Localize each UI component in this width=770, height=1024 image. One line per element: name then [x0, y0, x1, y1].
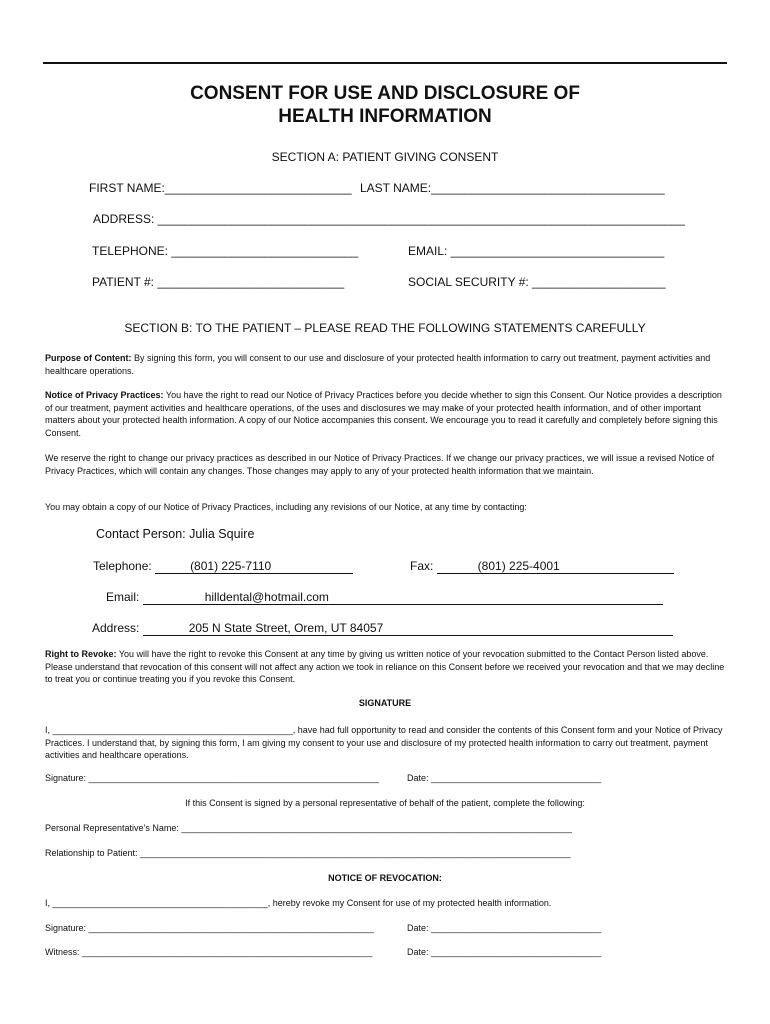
document-title: [0, 83, 770, 128]
social-security-field[interactable]: SOCIAL SECURITY #: ____________________: [408, 275, 666, 289]
obtain-paragraph: You may obtain a copy of our Notice of Privacy Practices, including any revisions of our Notice, at any time by contacting:: [45, 502, 527, 512]
section-b-heading: SECTION B: TO THE PATIENT – PLEASE READ THE FOLLOWING STATEMENTS CAREFULLY: [124, 321, 646, 335]
address-field[interactable]: ADDRESS: _______________________________________________________________________________: [93, 212, 685, 226]
revocation-date-field[interactable]: Date: __________________________________: [407, 923, 602, 933]
contact-email-value: hilldental@hotmail.com: [204, 590, 329, 604]
contact-telephone-label: Telephone:: [93, 559, 156, 573]
email-field[interactable]: EMAIL: ________________________________: [408, 244, 665, 258]
contact-email: [106, 590, 663, 605]
contact-email-line: [143, 590, 663, 605]
signature-date-field[interactable]: Date: __________________________________: [407, 773, 602, 783]
signature-field[interactable]: Signature: __________________________________________________________: [45, 773, 379, 783]
contact-address-line: [143, 621, 673, 636]
section-a-heading: SECTION A: PATIENT GIVING CONSENT: [271, 150, 499, 164]
contact-fax: [410, 559, 674, 574]
representative-note: If this Consent is signed by a personal representative of behalf of the patient, complete the following:: [185, 798, 585, 808]
contact-telephone-value: (801) 225-7110: [190, 559, 272, 573]
contact-address-label: Address:: [92, 621, 143, 635]
revocation-heading: NOTICE OF REVOCATION:: [328, 873, 442, 883]
title-line-2: HEALTH INFORMATION: [278, 106, 492, 127]
revoke-text: You will have the right to revoke this Consent at any time by giving us written notice of your revocation submitted to the Contact Person listed above. Please understand that revocation of this consent will not affect any action we took in reliance on this Consent before we received your revocation and that we may decline to treat you or continue treating you if you revoke this Consent.: [45, 649, 725, 684]
signature-statement[interactable]: I, ________________________________________________, have had full opportunity to read and consider the contents of this Consent form and your Notice of Privacy Practices. I understand that, by signing this form, I am giving my consent to your use and disclosure of my protected health information to carry out treatment, payment activities and healthcare operations.: [45, 725, 723, 760]
first-name-field[interactable]: FIRST NAME:____________________________: [89, 181, 352, 195]
telephone-field[interactable]: TELEPHONE: ____________________________: [92, 244, 359, 258]
witness-field[interactable]: Witness: __________________________________________________________: [45, 947, 373, 957]
last-name-field[interactable]: LAST NAME:___________________________________: [360, 181, 665, 195]
purpose-paragraph: [45, 352, 725, 377]
title-line-1: CONSENT FOR USE AND DISCLOSURE OF: [190, 83, 580, 104]
notice-paragraph: [45, 389, 725, 439]
witness-date-field[interactable]: Date: __________________________________: [407, 947, 602, 957]
revocation-statement[interactable]: I, ___________________________________________, hereby revoke my Consent for use of my protected health information.: [45, 898, 552, 908]
contact-telephone-line: [155, 559, 353, 574]
revoke-label: Right to Revoke:: [45, 649, 117, 659]
representative-name-field[interactable]: Personal Representative’s Name: ______________________________________________________________________________: [45, 823, 572, 833]
contact-person-value: Julia Squire: [189, 527, 255, 541]
contact-address-value: 205 N State Street, Orem, UT 84057: [188, 621, 384, 635]
top-rule: [43, 62, 727, 64]
contact-telephone: [93, 559, 353, 574]
contact-person-label: Contact Person:: [96, 527, 190, 541]
contact-fax-line: [437, 559, 674, 574]
revoke-paragraph: [45, 648, 725, 686]
patient-number-field[interactable]: PATIENT #: ____________________________: [92, 275, 345, 289]
signature-heading: SIGNATURE: [358, 698, 412, 708]
contact-person: [96, 527, 254, 541]
contact-fax-label: Fax:: [410, 559, 437, 573]
purpose-text: By signing this form, you will consent to our use and disclosure of your protected health information to carry out treatment, payment activities and healthcare operations.: [45, 353, 711, 376]
reserve-paragraph: We reserve the right to change our privacy practices as described in our Notice of Privacy Practices. If we change our privacy practices, we will issue a revised Notice of Privacy Practices, which will contain any changes. Those changes may apply to any of your protected health information that we maintain.: [45, 453, 715, 476]
contact-address: [92, 621, 673, 636]
contact-fax-value: (801) 225-4001: [477, 559, 560, 573]
contact-email-label: Email:: [106, 590, 143, 604]
notice-label: Notice of Privacy Practices:: [45, 390, 164, 400]
purpose-label: Purpose of Content:: [45, 353, 132, 363]
relationship-field[interactable]: Relationship to Patient: ______________________________________________________________________________________: [45, 848, 571, 858]
notice-text: You have the right to read our Notice of Privacy Practices before you decide whether to sign this Consent. Our Notice provides a description of our treatment, payment activities and healthcare operations, of the uses and disclosures we may make of your protected health information, and of other important matters about your protected health information. A copy of our Notice accompanies this consent. We encourage you to read it carefully and completely before signing this Consent.: [45, 390, 722, 438]
revocation-signature-field[interactable]: Signature: _________________________________________________________: [45, 923, 374, 933]
